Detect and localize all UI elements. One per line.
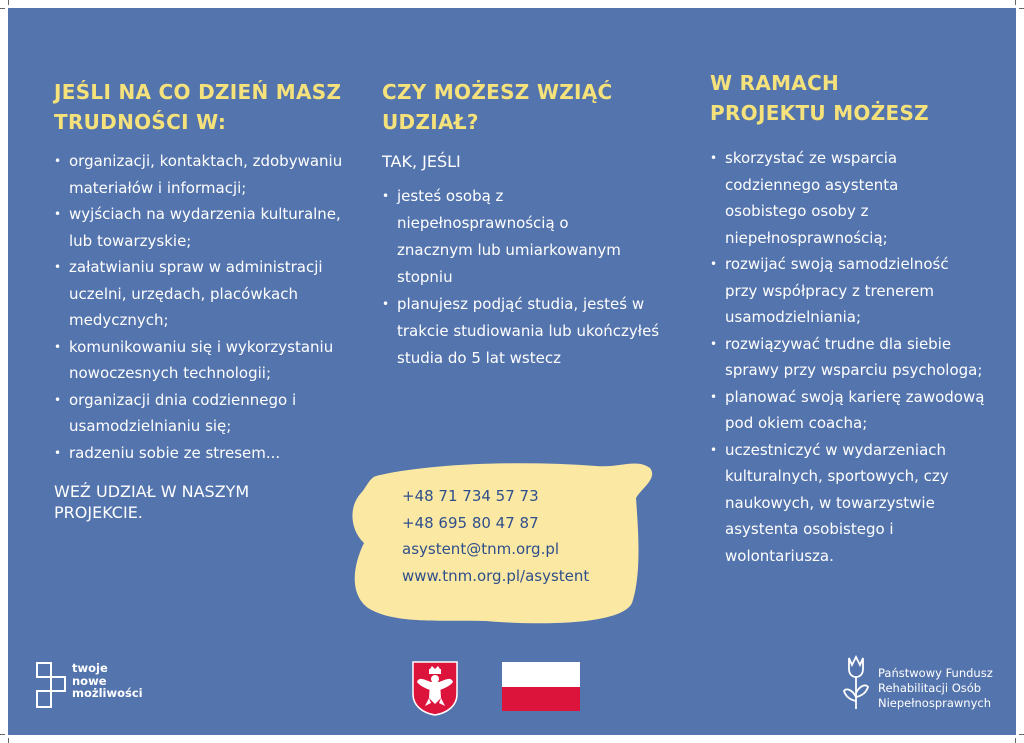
polish-eagle-emblem [411,660,459,716]
pfron-line: Niepełnosprawnych [878,696,992,710]
contact-lines [402,483,589,589]
pfron-line: Państwowy Fundusz [878,666,993,680]
contact-box [346,458,658,628]
pfron-name [878,666,993,711]
list-item: • komunikowaniu się i wykorzystaniu nowoczesnych technologii; [54,334,354,387]
crop-mark [0,734,5,735]
tnm-logo [36,662,143,708]
email-address: asystent@tnm.org.pl [402,540,560,558]
list-item: • planujesz podjąć studia, jesteś w trakcie studiowania lub ukończyłeś studia do 5 lat wstecz [382,291,667,372]
list-item: • planować swoją karierę zawodową pod okiem coacha; [710,384,985,437]
crop-mark [8,0,9,5]
crop-mark [1015,0,1016,5]
pfron-line: Rehabilitacji Osób [878,681,982,695]
opportunities-list [710,145,985,569]
difficulties-list [54,148,354,466]
column-difficulties [54,77,354,523]
tnm-line: możliwości [72,686,143,700]
list-item: • skorzystać ze wsparcia codziennego asystenta osobistego osoby z niepełnosprawnością; [710,145,945,251]
list-item: • załatwianiu spraw w administracji uczelni, urzędach, placówkach medycznych; [54,254,354,334]
tnm-line: nowe [72,673,107,688]
crop-mark [1015,738,1016,743]
list-item: • organizacji, kontaktach, zdobywaniu materiałów i informacji; [54,148,354,201]
crop-mark [1019,734,1024,735]
phone-number-2: +48 695 80 47 87 [402,513,539,532]
difficulties-heading: JEŚLI NA CO DZIEŃ MASZ TRUDNOŚCI W: [54,80,342,134]
list-item: • jesteś osobą z niepełnosprawnością o znacznym lub umiarkowanym stopniu [382,183,627,291]
join-project-text: WEŹ UDZIAŁ W NASZYM PROJEKCIE. [54,482,250,522]
column-eligibility [382,77,692,372]
list-item: • wyjściach na wydarzenia kulturalne, lub towarzyskie; [54,201,354,254]
crop-mark [1019,8,1024,9]
list-item: • radzeniu sobie ze stresem... [54,440,354,467]
list-item: • organizacji dnia codziennego i usamodzielnianiu się; [54,387,354,440]
opportunities-heading: W RAMACH PROJEKTU MOŻESZ [710,71,929,125]
polish-flag [502,662,580,711]
tnm-logo-icon [36,662,66,708]
tnm-logo-text [72,662,143,700]
flag-red-stripe [502,687,580,712]
tulip-icon [842,655,870,711]
eligibility-heading: CZY MOŻESZ WZIĄĆ UDZIAŁ? [382,80,613,134]
list-item: • rozwiązywać trudne dla siebie sprawy przy wsparciu psychologa; [710,331,985,384]
pfron-logo [842,655,993,711]
website-address: www.tnm.org.pl/asystent [402,566,590,585]
flag-white-stripe [502,662,580,687]
list-item: • rozwijać swoją samodzielność przy współpracy z trenerem usamodzielniania; [710,251,975,331]
list-item: • uczestniczyć w wydarzeniach kulturalnych, sportowych, czy naukowych, w towarzystwie asystenta osobistego i wolontariusza. [710,437,985,570]
eligibility-list [382,183,667,372]
phone-number-1: +48 71 734 57 73 [402,487,539,505]
eligibility-intro: TAK, JEŚLI [382,152,461,171]
column-opportunities [710,68,1000,569]
crop-mark [0,8,5,9]
tnm-line: twoje [72,661,108,675]
crop-mark [8,738,9,743]
